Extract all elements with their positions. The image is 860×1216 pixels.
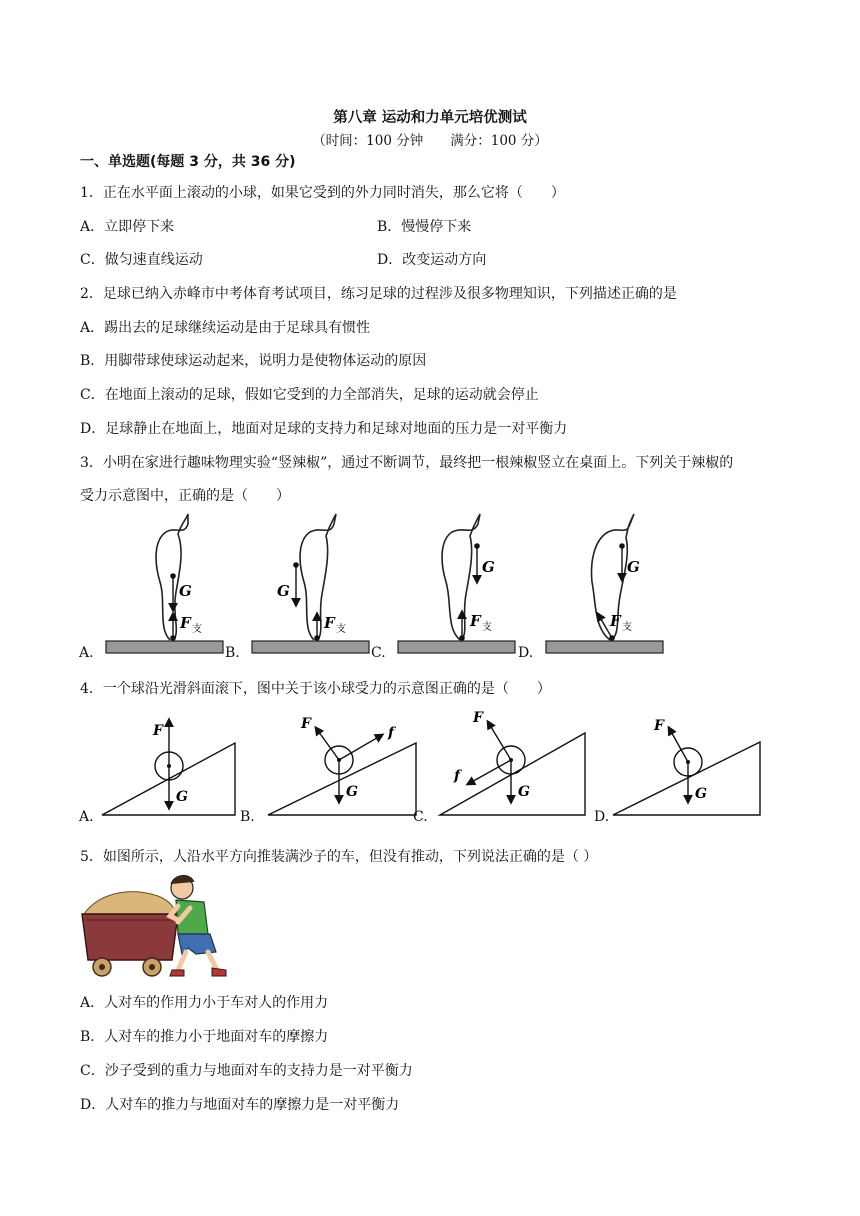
pepper-a-g-label: G [179, 582, 192, 600]
question-5-option-b: B．人对车的推力小于地面对车的摩擦力 [80, 1029, 329, 1045]
q3-label-c: C. [371, 645, 386, 661]
ball-c-fric-label: f [454, 768, 461, 784]
question-2-option-c: C．在地面上滚动的足球，假如它受到的力全部消失，足球的运动就会停止 [80, 387, 539, 403]
pepper-d-g-label: G [627, 558, 640, 576]
ball-d-f-label: F [654, 718, 664, 734]
q4-label-d: D. [594, 809, 610, 825]
q3-label-d: D. [518, 645, 534, 661]
question-4-stem: 4．一个球沿光滑斜面滚下，图中关于该小球受力的示意图正确的是（ ） [80, 681, 551, 697]
question-2-option-d: D．足球静止在地面上，地面对足球的支持力和足球对地面的压力是一对平衡力 [80, 421, 568, 437]
ball-a-g-label: G [176, 789, 188, 805]
question-1-stem: 1．正在水平面上滚动的小球，如果它受到的外力同时消失，那么它将（ ） [80, 185, 565, 201]
q4-label-b: B. [240, 809, 255, 825]
question-1-option-c: C．做匀速直线运动 [80, 252, 203, 268]
pepper-a-f-label: F [180, 614, 191, 632]
exam-info: （时间：100 分钟 满分：100 分） [312, 133, 548, 149]
incline-b [268, 743, 416, 815]
q4-incline-diagrams [98, 700, 768, 825]
incline-d [613, 742, 760, 815]
ball-c-g-label: G [518, 784, 530, 800]
pepper-b-f-label: F [324, 614, 335, 632]
question-1-option-b: B．慢慢停下来 [377, 219, 472, 235]
pepper-d-f-label: F [610, 612, 621, 630]
question-2-option-b: B．用脚带球使球运动起来，说明力是使物体运动的原因 [80, 353, 427, 369]
q3-figure-b [252, 514, 369, 653]
q4-figure-d [613, 718, 760, 815]
ball-b-fric-label: f [388, 725, 395, 741]
question-3-stem: 3．小明在家进行趣味物理实验“竖辣椒”，通过不断调节，最终把一根辣椒竖立在桌面上。下列关于辣椒的 [80, 455, 734, 471]
question-5-option-d: D．人对车的推力与地面对车的摩擦力是一对平衡力 [80, 1097, 400, 1113]
q4-label-c: C. [413, 809, 428, 825]
pepper-c-f-sub: 支 [482, 622, 492, 633]
q4-figure-b [268, 716, 416, 815]
question-5-option-c: C．沙子受到的重力与地面对车的支持力是一对平衡力 [80, 1063, 413, 1079]
pepper-a-f-sub: 支 [192, 624, 202, 635]
q3-figure-c [398, 514, 515, 653]
ball-c-normal-arrow [488, 722, 511, 760]
pepper-c-f-label: F [470, 612, 481, 630]
question-1-option-d: D．改变运动方向 [377, 252, 487, 268]
question-2-stem: 2．足球已纳入赤峰市中考体育考试项目，练习足球的过程涉及很多物理知识，下列描述正确的是 [80, 286, 677, 302]
q3-label-a: A. [79, 645, 94, 661]
question-1-option-a: A．立即停下来 [80, 219, 175, 235]
pepper-c-g-label: G [482, 558, 495, 576]
page-title: 第八章 运动和力单元培优测试 [333, 110, 527, 126]
q5-cart-illustration [78, 872, 238, 980]
ball-d-g-label: G [695, 786, 707, 802]
question-2-option-a: A．踢出去的足球继续运动是由于足球具有惯性 [80, 320, 371, 336]
ball-b-normal-arrow [316, 728, 339, 760]
q4-label-a: A. [79, 809, 94, 825]
pepper-b-g-label: G [277, 582, 290, 600]
pepper-d-f-sub: 支 [622, 622, 632, 633]
ball-d-normal-arrow [669, 728, 688, 762]
ball-c-f-label: F [473, 710, 483, 726]
pepper-b-f-sub: 支 [336, 624, 346, 635]
q3-label-b: B. [225, 645, 240, 661]
ball-b-f-label: F [301, 716, 311, 732]
ball-a-f-label: F [153, 723, 163, 739]
q3-pepper-diagrams [100, 510, 670, 660]
question-3-stem-cont: 受力示意图中，正确的是（ ） [80, 488, 290, 504]
q3-figure-d [546, 514, 663, 653]
q3-figure-a [106, 514, 223, 653]
question-5-stem: 5．如图所示，人沿水平方向推装满沙子的车，但没有推动，下列说法正确的是（ ） [80, 849, 598, 865]
q4-figure-c [440, 710, 585, 815]
section-heading: 一、单选题(每题 3 分，共 36 分) [80, 154, 296, 170]
question-5-option-a: A．人对车的作用力小于车对人的作用力 [80, 995, 329, 1011]
ball-b-g-label: G [346, 784, 358, 800]
q4-figure-a [102, 720, 235, 815]
